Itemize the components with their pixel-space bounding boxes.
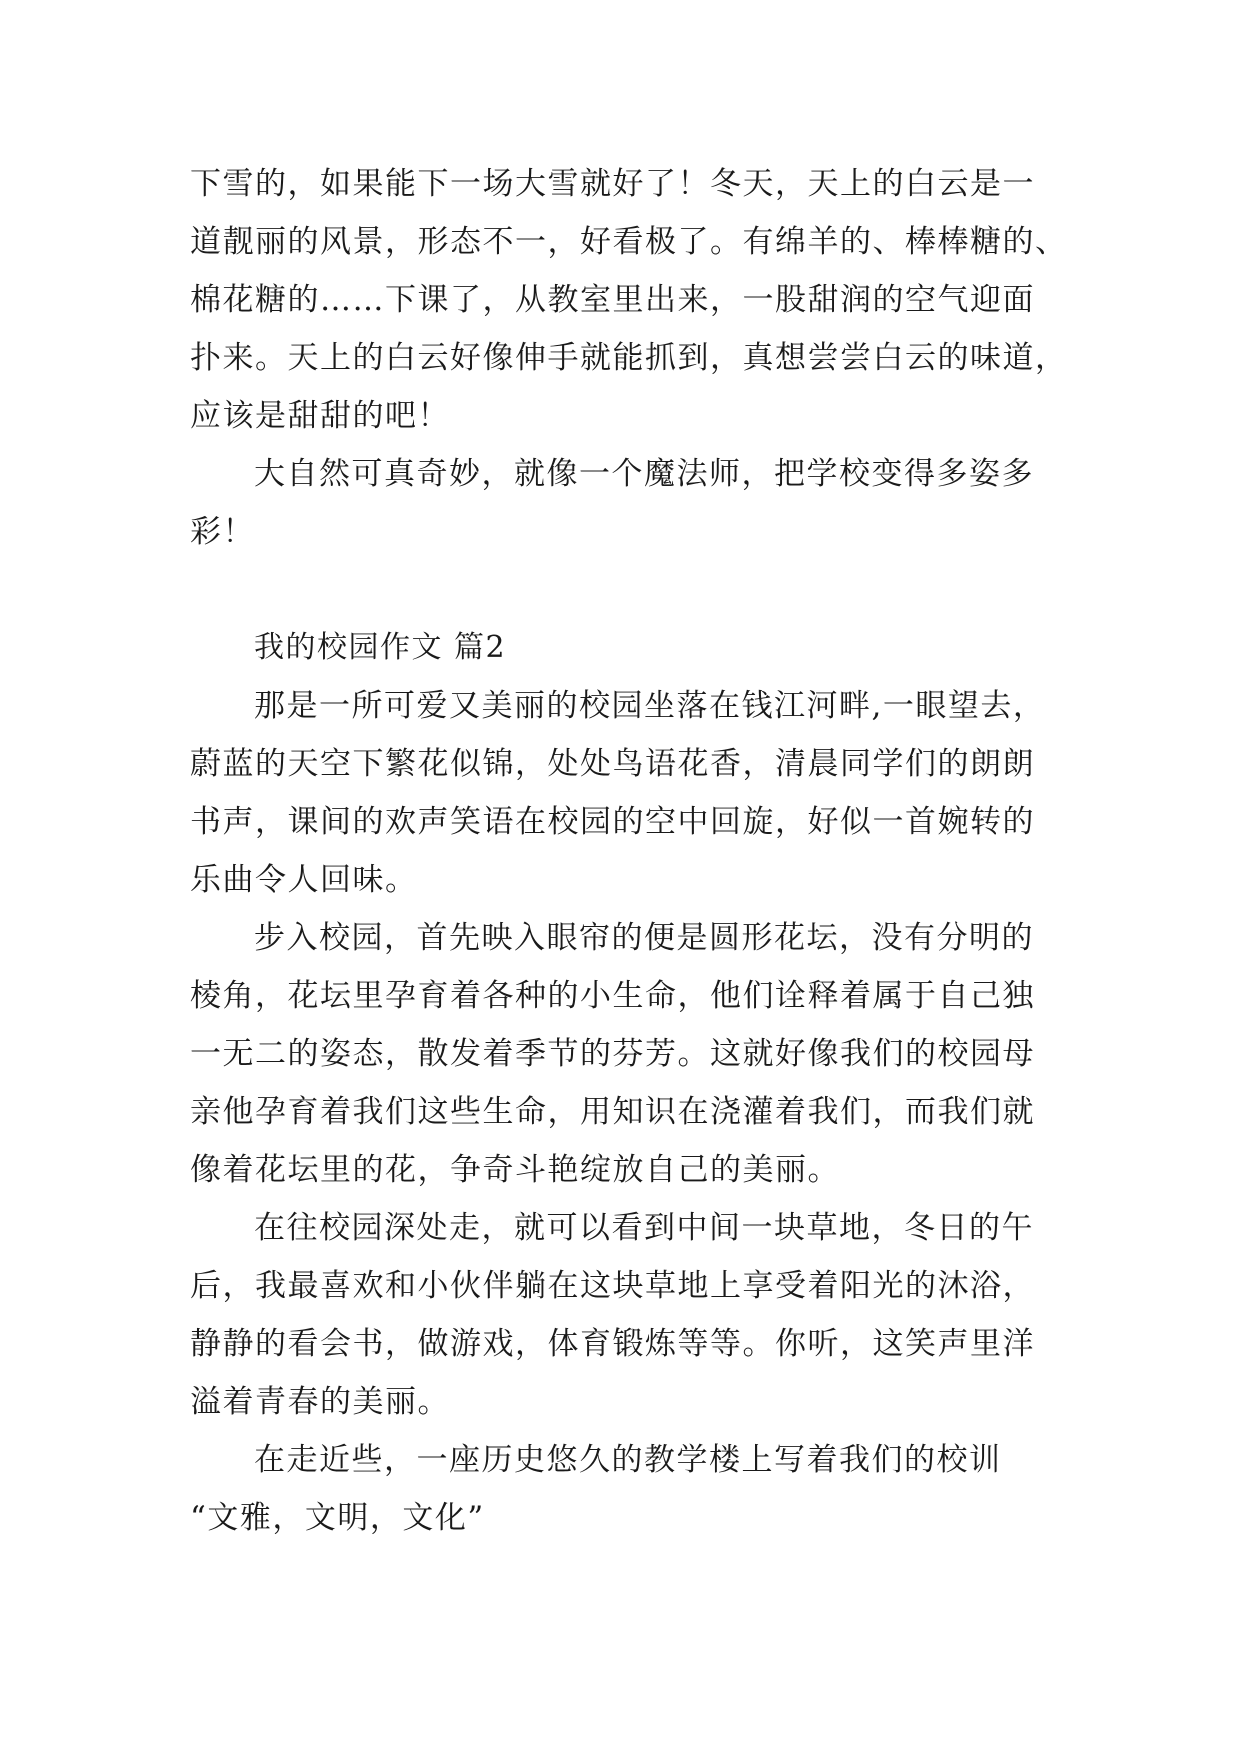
text-line: 像着花坛里的花，争奇斗艳绽放自己的美丽。 bbox=[190, 1152, 840, 1188]
document-body bbox=[190, 155, 1070, 1547]
text-line: 大自然可真奇妙，就像一个魔法师，把学校变得多姿多 bbox=[254, 456, 1034, 492]
text-line: 棉花糖的……下课了，从教室里出来，一股甜润的空气迎面 bbox=[190, 282, 1035, 318]
text-line: 静静的看会书，做游戏，体育锻炼等等。你听，这笑声里洋 bbox=[190, 1326, 1035, 1362]
text-line: 在往校园深处走，就可以看到中间一块草地，冬日的午 bbox=[254, 1210, 1034, 1246]
text-line: 蔚蓝的天空下繁花似锦，处处鸟语花香，清晨同学们的朗朗 bbox=[190, 746, 1035, 782]
paragraph-1 bbox=[190, 677, 1070, 909]
text-line: “文雅，文明，文化” bbox=[190, 1500, 485, 1536]
paragraph-continuation bbox=[190, 155, 1070, 445]
text-line: 溢着青春的美丽。 bbox=[190, 1384, 450, 1420]
essay-heading: 我的校园作文 篇2 bbox=[254, 630, 507, 665]
paragraph-closing bbox=[190, 445, 1070, 561]
paragraph-3 bbox=[190, 1199, 1070, 1431]
text-line: 乐曲令人回味。 bbox=[190, 862, 418, 898]
text-line: 应该是甜甜的吧！ bbox=[190, 398, 450, 434]
paragraph-2 bbox=[190, 909, 1070, 1199]
text-line: 那是一所可爱又美丽的校园坐落在钱江河畔,一眼望去， bbox=[254, 688, 1046, 724]
paragraph-spacer bbox=[190, 561, 1070, 619]
text-line: 棱角，花坛里孕育着各种的小生命，他们诠释着属于自己独 bbox=[190, 978, 1035, 1014]
text-line: 步入校园，首先映入眼帘的便是圆形花坛，没有分明的 bbox=[254, 920, 1034, 956]
text-line: 下雪的，如果能下一场大雪就好了！冬天，天上的白云是一 bbox=[190, 166, 1035, 202]
paragraph-4 bbox=[190, 1431, 1070, 1547]
text-line: 一无二的姿态，散发着季节的芬芳。这就好像我们的校园母 bbox=[190, 1036, 1035, 1072]
text-line: 亲他孕育着我们这些生命，用知识在浇灌着我们，而我们就 bbox=[190, 1094, 1035, 1130]
text-line: 道靓丽的风景，形态不一，好看极了。有绵羊的、棒棒糖的、 bbox=[190, 224, 1068, 260]
text-line: 在走近些，一座历史悠久的教学楼上写着我们的校训 bbox=[254, 1442, 1002, 1478]
text-line: 书声，课间的欢声笑语在校园的空中回旋，好似一首婉转的 bbox=[190, 804, 1035, 840]
text-line: 彩！ bbox=[190, 514, 255, 550]
text-line: 扑来。天上的白云好像伸手就能抓到，真想尝尝白云的味道， bbox=[190, 340, 1068, 376]
text-line: 后，我最喜欢和小伙伴躺在这块草地上享受着阳光的沐浴， bbox=[190, 1268, 1035, 1304]
